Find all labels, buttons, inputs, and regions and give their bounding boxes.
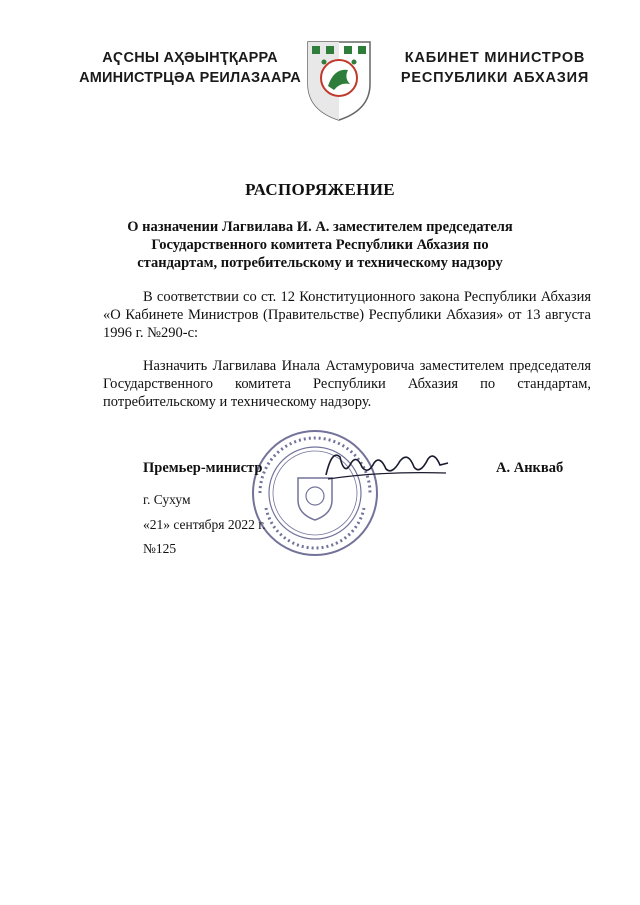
paragraph-order: Назначить Лагвилава Инала Астамуровича заместителем председателя Государственного комитета Республики Абхазия по стандартам, потребительскому и техническому надзору. [103,358,591,410]
document-title: РАСПОРЯЖЕНИЕ [245,180,395,199]
paragraph-basis: В соответствии со ст. 12 Конституционного закона Республики Абхазия «О Кабинете Министров (Правительстве) Республики Абхазия» от 13 августа 1996 г. №290-с: [103,289,591,341]
coat-of-arms-icon [304,38,374,122]
document-number: №125 [143,541,177,556]
handwritten-signature-icon [322,445,452,485]
header-right-line1: КАБИНЕТ МИНИСТРОВ [404,50,586,66]
header-left [70,48,310,88]
signatory-role: Премьер-министр [143,460,263,476]
document-date: «21» сентября 2022 г. [143,517,266,532]
header-left-line1: АҀСНЫ АҲӘЫНҬҚАРРА [102,50,278,66]
header-right [385,48,605,88]
document-subject: О назначении Лагвилава И. А. заместителем председателя Государственного комитета Республики Абхазия по стандартам, потребительскому и техническому надзору [127,219,513,271]
city: г. Сухум [143,492,191,507]
header-left-line2: АМИНИСТРЦӘА РЕИЛАЗААРА [79,70,301,86]
signatory-name: А. Анкваб [496,460,564,476]
header-right-line2: РЕСПУБЛИКИ АБХАЗИЯ [400,70,590,86]
